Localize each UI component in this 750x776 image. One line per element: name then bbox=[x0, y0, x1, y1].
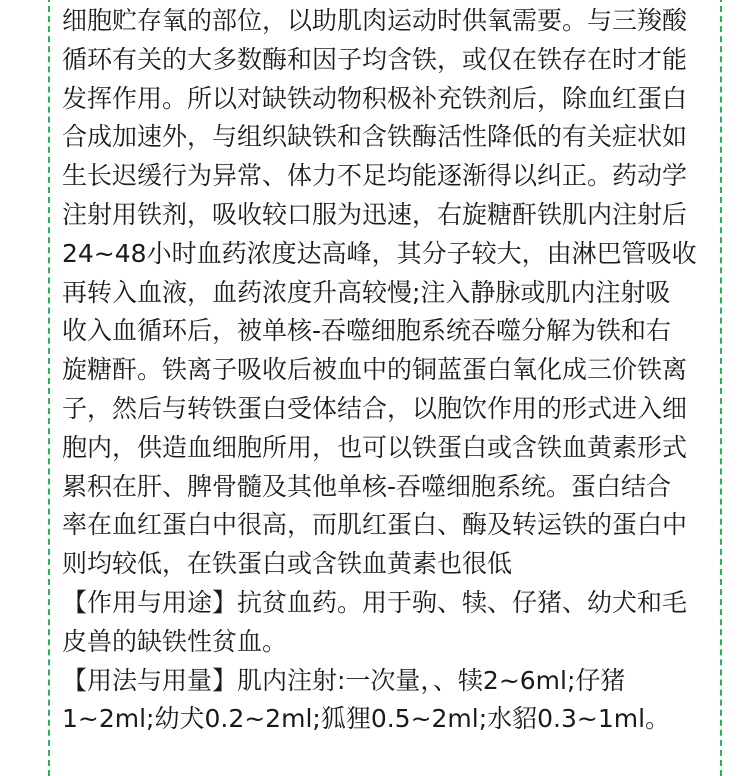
text-line: 子，然后与转铁蛋白受体结合，以胞饮作用的形式进入细 bbox=[62, 393, 688, 423]
text-line: 再转入血液，血药浓度升高较慢;注入静脉或肌内注射吸 bbox=[62, 277, 671, 307]
document-body bbox=[62, 0, 702, 739]
text-line: 皮兽的缺铁性贫血。 bbox=[62, 626, 288, 656]
text-line: 24~48小时血药浓度达高峰，其分子较大，由淋巴管吸收 bbox=[62, 238, 697, 268]
text-line: 发挥作用。所以对缺铁动物积极补充铁剂后，除血红蛋白 bbox=[62, 83, 688, 113]
text-line: 收入血循环后，被单核-吞噬细胞系统吞噬分解为铁和右 bbox=[62, 316, 672, 346]
text-line: 累积在肝、脾骨髓及其他单核-吞噬细胞系统。蛋白结合 bbox=[62, 471, 672, 501]
text-line: 细胞贮存氧的部位，以助肌肉运动时供氧需要。与三羧酸 bbox=[62, 6, 688, 35]
text-line: 注射用铁剂，吸收较口服为迅速，右旋糖酐铁肌内注射后 bbox=[62, 199, 688, 229]
text-line: 生长迟缓行为异常、体力不足均能逐渐得以纠正。药动学 bbox=[62, 161, 688, 191]
text-line: 旋糖酐。铁离子吸收后被血中的铜蓝蛋白氧化成三价铁离 bbox=[62, 355, 688, 385]
text-line: 则均较低，在铁蛋白或含铁血黄素也很低 bbox=[62, 549, 513, 579]
dosage-heading-line: 【用法与用量】肌内注射:一次量，、犊2~6ml;仔猪 bbox=[62, 665, 626, 695]
text-line: 合成加速外，与组织缺铁和含铁酶活性降低的有关症状如 bbox=[62, 122, 688, 152]
text-line: 循环有关的大多数酶和因子均含铁，或仅在铁存在时才能 bbox=[62, 44, 688, 74]
usage-heading-line: 【作用与用途】抗贫血药。用于驹、犊、仔猪、幼犬和毛 bbox=[62, 587, 688, 617]
text-line: 1~2ml;幼犬0.2~2ml;狐狸0.5~2ml;水貂0.3~1ml。 bbox=[62, 704, 671, 734]
text-line: 胞内，供造血细胞所用，也可以铁蛋白或含铁血黄素形式 bbox=[62, 432, 688, 462]
text-line: 率在血红蛋白中很高，而肌红蛋白、酶及转运铁的蛋白中 bbox=[62, 510, 688, 540]
